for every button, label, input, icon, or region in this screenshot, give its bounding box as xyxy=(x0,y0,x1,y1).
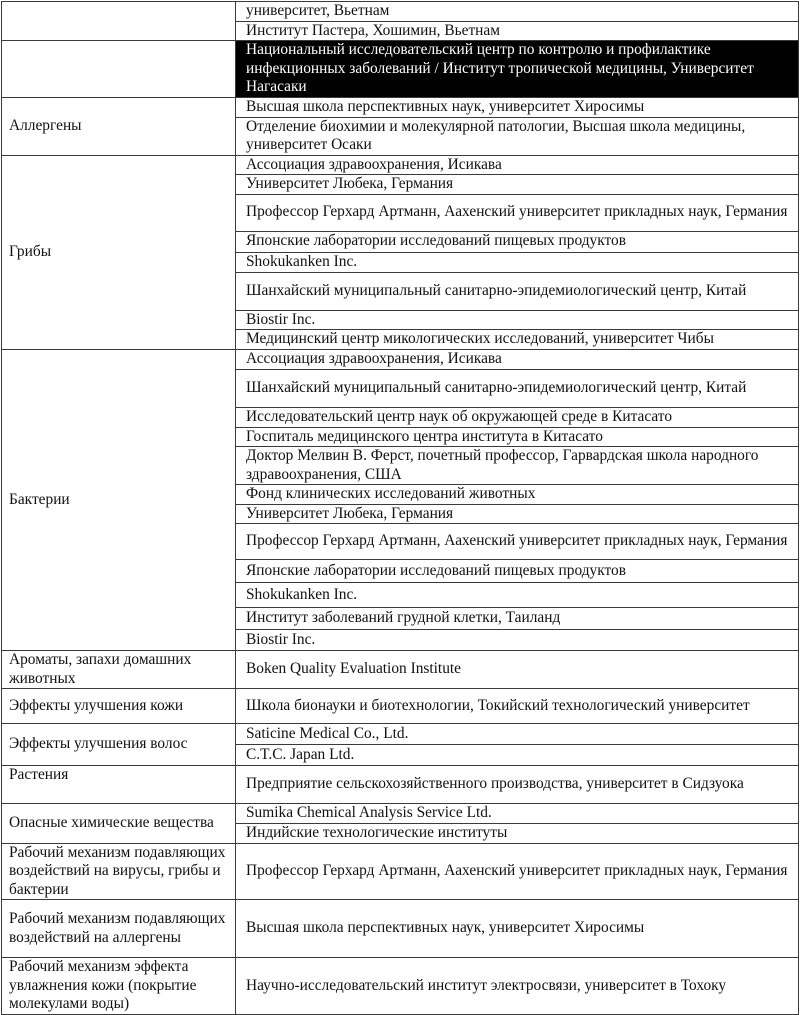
category-cell xyxy=(2,724,236,766)
table-row xyxy=(2,724,799,745)
category-label: Грибы xyxy=(9,242,52,260)
category-cell xyxy=(2,651,236,689)
category-cell xyxy=(2,155,236,349)
organizations-table xyxy=(1,1,799,1015)
category-label: Рабочий механизм эффекта увлажнения кожи (покрытие молекулами воды) xyxy=(9,958,197,1013)
organization-cell: университет, Вьетнам xyxy=(236,2,799,22)
organization-cell: Университет Любека, Германия xyxy=(236,504,799,524)
organization-cell: Доктор Мелвин В. Ферст, почетный профессор, Гарвардская школа народного здравоохранения, США xyxy=(236,447,799,485)
category-cell xyxy=(2,41,236,98)
category-cell xyxy=(2,766,236,804)
organization-cell: Медицинский центр микологических исследований, университет Чибы xyxy=(236,330,799,350)
category-label: Ароматы, запахи домашних животных xyxy=(9,651,192,687)
category-label: Эффекты улучшения кожи xyxy=(9,696,184,714)
organization-cell: Профессор Герхард Артманн, Аахенский университет прикладных наук, Германия xyxy=(236,843,799,900)
table-row xyxy=(2,958,799,1015)
category-cell xyxy=(2,900,236,958)
category-label: Бактерии xyxy=(9,490,70,508)
table-row xyxy=(2,651,799,689)
category-label: Рабочий механизм подавляющих воздействий на аллергены xyxy=(9,910,226,946)
category-label: Аллергены xyxy=(9,116,82,134)
category-cell xyxy=(2,843,236,900)
organization-cell: Отделение биохимии и молекулярной патологии, Высшая школа медицины, университет Осаки xyxy=(236,117,799,155)
organization-cell: Biostir Inc. xyxy=(236,630,799,651)
category-cell xyxy=(2,804,236,844)
organization-cell: Предприятие сельскохозяйственного производства, университет в Сидзуока xyxy=(236,766,799,804)
organization-cell: Японские лаборатории исследований пищевых продуктов xyxy=(236,560,799,583)
organization-cell: Шанхайский муниципальный санитарно-эпидемиологический центр, Китай xyxy=(236,272,799,310)
organization-cell: Высшая школа перспективных наук, университет Хиросимы xyxy=(236,900,799,958)
table-row xyxy=(2,2,799,22)
category-label: Рабочий механизм подавляющих воздействий на вирусы, грибы и бактерии xyxy=(9,843,226,898)
category-label: Эффекты улучшения волос xyxy=(9,735,188,753)
organization-cell: Biostir Inc. xyxy=(236,310,799,330)
organization-cell: Школа бионауки и биотехнологии, Токийский технологический университет xyxy=(236,689,799,724)
organization-cell: Ассоциация здравоохранения, Исикава xyxy=(236,155,799,175)
organization-cell: Институт Пастера, Хошимин, Вьетнам xyxy=(236,21,799,41)
table-row xyxy=(2,689,799,724)
organization-cell: Госпиталь медицинского центра института в Китасато xyxy=(236,427,799,447)
organization-cell: C.T.C. Japan Ltd. xyxy=(236,745,799,766)
table-row xyxy=(2,97,799,117)
organization-cell: Shokukanken Inc. xyxy=(236,252,799,272)
category-cell xyxy=(2,2,236,41)
organization-cell: Японские лаборатории исследований пищевых продуктов xyxy=(236,231,799,252)
category-cell xyxy=(2,958,236,1015)
organization-cell: Профессор Герхард Артманн, Аахенский университет прикладных наук, Германия xyxy=(236,194,799,231)
category-cell xyxy=(2,349,236,651)
organization-cell: Shokukanken Inc. xyxy=(236,583,799,608)
organization-cell: Фонд клинических исследований животных xyxy=(236,485,799,505)
table-row xyxy=(2,349,799,369)
organization-cell: Шанхайский муниципальный санитарно-эпидемиологический центр, Китай xyxy=(236,369,799,407)
table-row xyxy=(2,155,799,175)
organization-cell: Boken Quality Evaluation Institute xyxy=(236,651,799,689)
table-row xyxy=(2,41,799,98)
organization-cell: Институт заболеваний грудной клетки, Таиланд xyxy=(236,608,799,630)
organization-cell: Ассоциация здравоохранения, Исикава xyxy=(236,349,799,369)
table-row xyxy=(2,804,799,824)
table-row xyxy=(2,843,799,900)
table-row xyxy=(2,766,799,804)
organization-cell: Sumika Chemical Analysis Service Ltd. xyxy=(236,804,799,824)
organization-cell: Университет Любека, Германия xyxy=(236,175,799,195)
organization-cell: Saticine Medical Co., Ltd. xyxy=(236,724,799,745)
organization-cell: Научно-исследовательский институт электросвязи, университет в Тохоку xyxy=(236,958,799,1015)
organization-cell: Исследовательский центр наук об окружающей среде в Китасато xyxy=(236,407,799,427)
table-row xyxy=(2,900,799,958)
category-label: Опасные химические вещества xyxy=(9,814,214,831)
organization-cell: Высшая школа перспективных наук, университет Хиросимы xyxy=(236,97,799,117)
table-body xyxy=(2,2,799,1015)
highlighted-organization-cell: Национальный исследовательский центр по контролю и профилактике инфекционных заболеваний / Институт тропической медицины, Университет Нагасаки xyxy=(236,41,799,98)
category-cell xyxy=(2,97,236,155)
organization-cell: Индийские технологические институты xyxy=(236,823,799,843)
category-cell xyxy=(2,689,236,724)
category-label: Растения xyxy=(9,766,69,783)
organization-cell: Профессор Герхард Артманн, Аахенский университет прикладных наук, Германия xyxy=(236,524,799,560)
